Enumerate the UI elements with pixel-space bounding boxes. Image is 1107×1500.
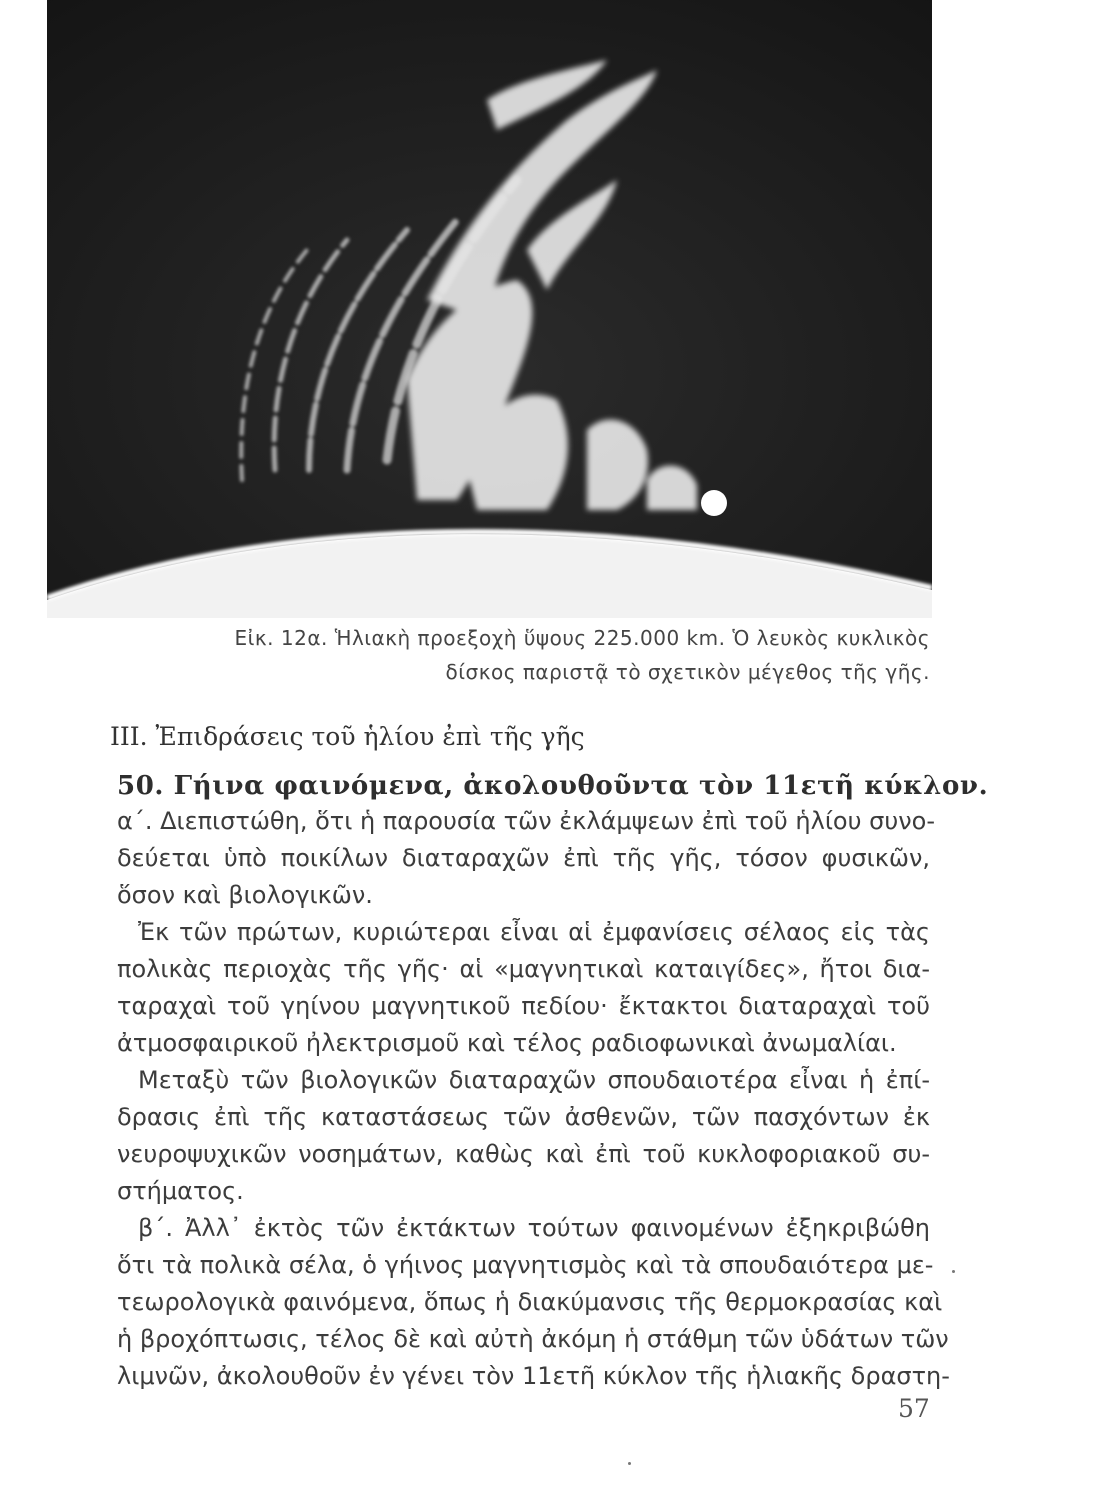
scan-speck: [952, 1270, 955, 1273]
section-heading: III. Ἐπιδράσεις τοῦ ἡλίου ἐπὶ τῆς γῆς: [110, 722, 585, 751]
body-line: δρασις ἐπὶ τῆς καταστάσεως τῶν ἀσθενῶν, τῶν πασχόντων ἐκ: [117, 1103, 930, 1131]
body-line: Μεταξὺ τῶν βιολογικῶν διαταραχῶν σπουδαιοτέρα εἶναι ἡ ἐπί-: [138, 1066, 930, 1094]
scan-speck: [628, 1462, 631, 1465]
body-line: ὅτι τὰ πολικὰ σέλα, ὁ γήινος μαγνητισμὸς καὶ τὰ σπουδαιότερα με-: [117, 1251, 934, 1279]
body-line: λιμνῶν, ἀκολουθοῦν ἐν γένει τὸν 11ετῆ κύκλον τῆς ἡλιακῆς δραστη-: [117, 1362, 950, 1390]
body-line: ἀτμοσφαιρικοῦ ἠλεκτρισμοῦ καὶ τέλος ραδιοφωνικαὶ ἀνωμαλίαι.: [117, 1029, 897, 1057]
body-line: δεύεται ὑπὸ ποικίλων διαταραχῶν ἐπὶ τῆς γῆς, τόσον φυσικῶν,: [117, 844, 930, 872]
page-number: 57: [898, 1394, 930, 1423]
body-line: β΄. Ἀλλ᾿ ἐκτὸς τῶν ἐκτάκτων τούτων φαινομένων ἐξηκριβώθη: [138, 1214, 930, 1242]
figure-caption-line-1: Εἰκ. 12α. Ἡλιακὴ προεξοχὴ ὕψους 225.000 km. Ὁ λευκὸς κυκλικὸς: [234, 626, 930, 650]
body-line: τεωρολογικὰ φαινόμενα, ὅπως ἡ διακύμανσις τῆς θερμοκρασίας καὶ: [117, 1288, 943, 1316]
body-line: στήματος.: [117, 1177, 244, 1205]
solar-prominence-photograph: [47, 0, 932, 618]
body-line: νευροψυχικῶν νοσημάτων, καθὼς καὶ ἐπὶ τοῦ κυκλοφοριακοῦ συ-: [117, 1140, 930, 1168]
body-line: α΄. Διεπιστώθη, ὅτι ἡ παρουσία τῶν ἐκλάμψεων ἐπὶ τοῦ ἡλίου συνο-: [117, 807, 935, 835]
earth-disc: [701, 490, 727, 516]
figure-caption-line-2: δίσκος παριστᾷ τὸ σχετικὸν μέγεθος τῆς γῆς.: [445, 660, 930, 684]
prominence-illustration: [47, 0, 932, 618]
body-line: πολικὰς περιοχὰς τῆς γῆς· αἱ «μαγνητικαὶ καταιγίδες», ἤτοι δια-: [117, 955, 930, 983]
body-line: ὅσον καὶ βιολογικῶν.: [117, 881, 373, 909]
body-line: Ἐκ τῶν πρώτων, κυριώτεραι εἶναι αἱ ἐμφανίσεις σέλαος εἰς τὰς: [138, 918, 930, 946]
paragraph-heading: 50. Γήινα φαινόμενα, ἀκολουθοῦντα τὸν 11ετῆ κύκλον.: [117, 771, 989, 801]
body-line: ἡ βροχόπτωσις, τέλος δὲ καὶ αὐτὴ ἀκόμη ἡ στάθμη τῶν ὑδάτων τῶν: [117, 1325, 949, 1353]
body-line: ταραχαὶ τοῦ γηίνου μαγνητικοῦ πεδίου· ἔκτακτοι διαταραχαὶ τοῦ: [117, 992, 930, 1020]
